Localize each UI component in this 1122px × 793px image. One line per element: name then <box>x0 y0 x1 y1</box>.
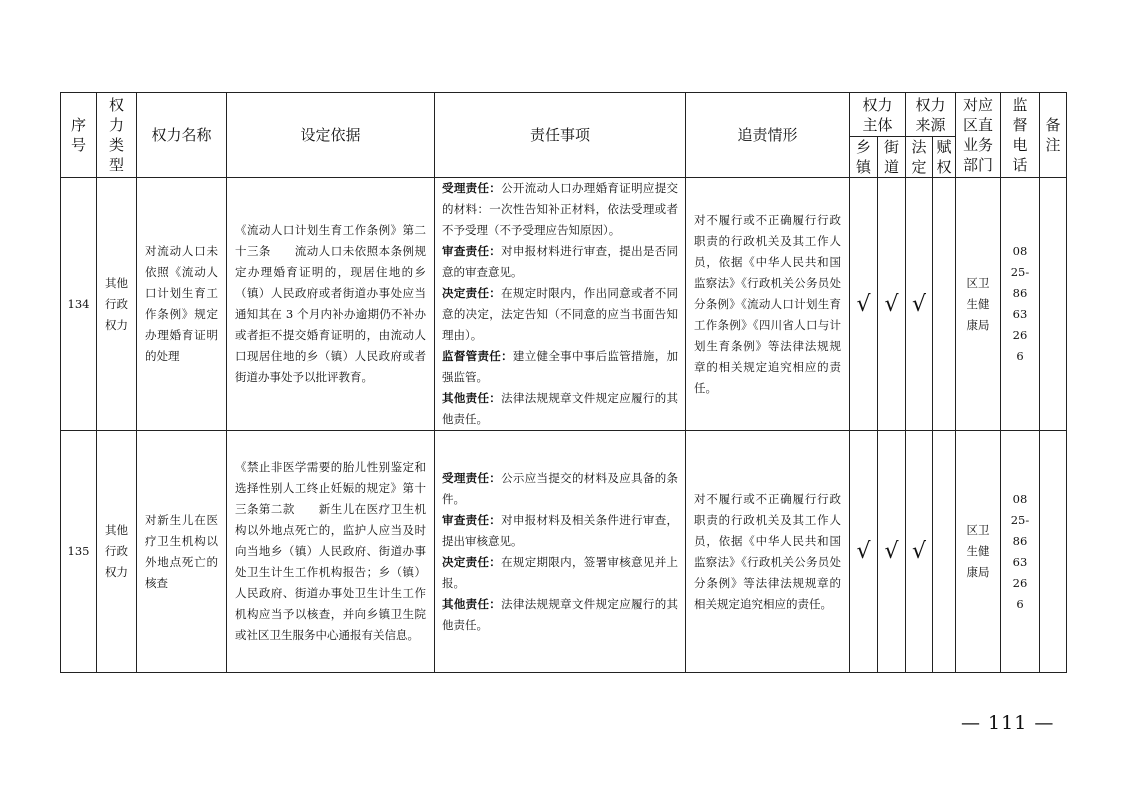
row-duties <box>435 178 686 431</box>
header-source-granted: 赋权 <box>933 137 956 178</box>
check-town: √ <box>850 178 878 431</box>
row-seq: 134 <box>61 178 97 431</box>
header-source: 权力来源 <box>906 93 956 137</box>
check-town: √ <box>850 431 878 673</box>
check-granted <box>933 178 956 431</box>
table-row-135 <box>61 431 1067 673</box>
check-granted <box>933 431 956 673</box>
row-accountability: 对不履行或不正确履行行政职责的行政机关及其工作人员，依据《中华人民共和国监察法》《行政机关公务员处分条例》《流动人口计划生育工作条例》《四川省人口与计划生育条例》等法律法规规章的相关规定追究相应的责任。 <box>686 178 850 431</box>
row-type: 其他行政权力 <box>97 178 137 431</box>
check-street: √ <box>878 431 906 673</box>
header-phone: 监督电话 <box>1001 93 1040 178</box>
duty-item: 其他责任：法律法规规章文件规定应履行的其他责任。 <box>442 391 679 426</box>
row-type: 其他行政权力 <box>97 431 137 673</box>
header-accountability: 追责情形 <box>686 93 850 178</box>
duty-item: 审查责任：对申报材料及相关条件进行审查，提出审核意见。 <box>442 512 679 548</box>
power-list-table <box>60 92 1067 673</box>
header-row-top <box>61 93 1067 137</box>
header-type: 权力类型 <box>97 93 137 178</box>
row-phone: 0825-8663266 <box>1001 431 1040 673</box>
row-phone: 0825-8663266 <box>1001 178 1040 431</box>
page-number: — 111 — <box>961 712 1055 734</box>
row-notes <box>1040 431 1067 673</box>
row-duties <box>435 431 686 673</box>
check-legal: √ <box>906 431 933 673</box>
header-notes: 备注 <box>1040 93 1067 178</box>
header-subject: 权力主体 <box>850 93 906 137</box>
header-seq: 序号 <box>61 93 97 178</box>
header-subject-town: 乡镇 <box>850 137 878 178</box>
row-name: 对流动人口未依照《流动人口计划生育工作条例》规定办理婚育证明的处理 <box>137 178 227 431</box>
header-basis: 设定依据 <box>227 93 435 178</box>
duty-item: 受理责任：公开流动人口办理婚育证明应提交的材料：一次性告知补正材料，依法受理或者不予受理（不予受理应告知原因）。 <box>442 181 679 237</box>
row-dept: 区卫生健康局 <box>956 178 1001 431</box>
duty-item: 决定责任：在规定期限内，签署审核意见并上报。 <box>442 554 679 590</box>
row-dept: 区卫生健康局 <box>956 431 1001 673</box>
header-source-legal: 法定 <box>906 137 933 178</box>
check-legal: √ <box>906 178 933 431</box>
row-name: 对新生儿在医疗卫生机构以外地点死亡的核查 <box>137 431 227 673</box>
duty-item: 其他责任：法律法规规章文件规定应履行的其他责任。 <box>442 596 679 632</box>
header-name: 权力名称 <box>137 93 227 178</box>
row-basis: 《流动人口计划生育工作条例》第二十三条 流动人口未依照本条例规定办理婚育证明的，现居住地的乡（镇）人民政府或者街道办事处应当通知其在 3 个月内补办逾期仍不补办或者拒不提交婚育证明的，由流动人口现居住地的乡（镇）人民政府或者街道办事处予以批评教育。 <box>227 178 435 431</box>
check-street: √ <box>878 178 906 431</box>
duty-item: 审查责任：对申报材料进行审查，提出是否同意的审查意见。 <box>442 244 679 279</box>
duty-item: 监督管责任：建立健全事中事后监管措施，加强监管。 <box>442 349 679 384</box>
duty-item: 决定责任：在规定时限内，作出同意或者不同意的决定，法定告知（不同意的应当书面告知理由）。 <box>442 286 679 342</box>
duty-item: 受理责任：公示应当提交的材料及应具备的条件。 <box>442 470 679 506</box>
row-seq: 135 <box>61 431 97 673</box>
header-duties: 责任事项 <box>435 93 686 178</box>
header-subject-street: 街道 <box>878 137 906 178</box>
header-dept: 对应区直业务部门 <box>956 93 1001 178</box>
table-row-134 <box>61 178 1067 431</box>
row-basis: 《禁止非医学需要的胎儿性别鉴定和选择性别人工终止妊娠的规定》第十三条第二款 新生儿在医疗卫生机构以外地点死亡的，监护人应当及时向当地乡（镇）人民政府、街道办事处卫生计生工作机构报告；乡（镇）人民政府、街道办事处卫生计生工作机构应当予以核查，并向乡镇卫生院或社区卫生服务中心通报有关信息。 <box>227 431 435 673</box>
row-accountability: 对不履行或不正确履行行政职责的行政机关及其工作人员，依据《中华人民共和国监察法》《行政机关公务员处分条例》等法律法规规章的相关规定追究相应的责任。 <box>686 431 850 673</box>
row-notes <box>1040 178 1067 431</box>
